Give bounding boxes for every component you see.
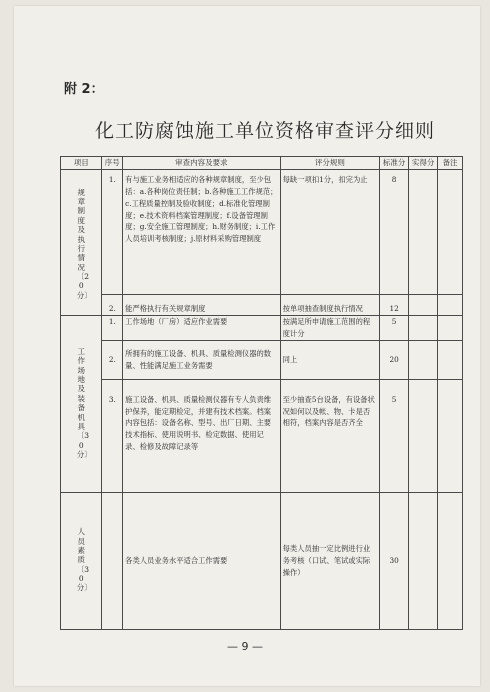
row-remark [438,340,463,379]
row-seq: 3. [102,379,123,492]
row-seq [102,492,123,629]
scoring-table [60,156,463,630]
header-item: 项目 [61,157,102,170]
row-rule: 按满足所申请施工范围的程度计分 [280,316,379,341]
row-remark [438,492,463,629]
table-row [61,492,463,629]
table-row [61,295,463,316]
row-content: 能严格执行有关规章制度 [123,295,280,316]
row-content: 各类人员业务水平适合工作需要 [123,492,280,629]
header-rule: 评分规则 [280,157,379,170]
row-content: 施工设备、机具、质量检测仪器有专人负责维护保养，能定期检定，并建有技术档案。档案内容包括：设备名称、型号、出厂日期、主要技术指标、使用说明书、检定数据、使用记录、检修及故障记录等 [123,379,280,492]
header-standard: 标准分 [380,157,409,170]
section-category: 工作场地及装备机具〔30分〕 [61,316,102,493]
table-row [61,316,463,341]
row-remark [438,316,463,341]
page-title: 化工防腐蚀施工单位资格审查评分细则 [94,120,435,142]
row-content: 有与施工业务相适应的各种规章制度，至少包括：a.各种岗位责任制；b.各种施工工作规范；c.工程质量控制及验收制度；d.标准化管理制度；e.技术资料档案管理制度；f.设备管理制度；g.安全施工管理制度；h.财务制度；i.工作人员培训考核制度；j.原材料采购管理制度 [123,170,280,295]
row-actual [409,170,438,295]
section-category: 规章制度及执行情况〔20分〕 [61,170,102,316]
row-actual [409,295,438,316]
row-score: 12 [380,295,409,316]
row-rule: 同上 [280,340,379,379]
row-score: 5 [380,379,409,492]
section-category: 人员素质〔30分〕 [61,492,102,629]
row-remark [438,170,463,295]
row-content: 工作场地（厂房）适应作业需要 [123,316,280,341]
row-actual [409,492,438,629]
table-row [61,170,463,295]
table-header-row [61,157,463,170]
row-score: 20 [380,340,409,379]
header-seq: 序号 [102,157,123,170]
row-seq: 2. [102,340,123,379]
table-row [61,340,463,379]
page-number: — 9 — [227,640,263,653]
row-rule: 每缺一项扣1分，扣完为止 [280,170,379,295]
row-seq: 2. [102,295,123,316]
row-score: 30 [380,492,409,629]
row-actual [409,340,438,379]
row-rule: 至少抽查5台设备，有设备状况如何以及帐、物、卡是否相符，档案内容是否齐全 [280,379,379,492]
row-remark [438,379,463,492]
row-seq: 1. [102,170,123,295]
row-actual [409,379,438,492]
row-rule: 每类人员抽一定比例进行业务考核（口试、笔试或实际操作） [280,492,379,629]
attachment-label: 附 2： [64,82,104,97]
header-actual: 实得分 [409,157,438,170]
row-score: 5 [380,316,409,341]
header-remark: 备注 [438,157,463,170]
row-content: 所拥有的施工设备、机具、质量检测仪器的数量、性能满足施工业务需要 [123,340,280,379]
table-row [61,379,463,492]
header-content: 审查内容及要求 [123,157,280,170]
row-seq: 1. [102,316,123,341]
row-score: 8 [380,170,409,295]
row-remark [438,295,463,316]
row-rule: 按单项抽查制度执行情况 [280,295,379,316]
row-actual [409,316,438,341]
